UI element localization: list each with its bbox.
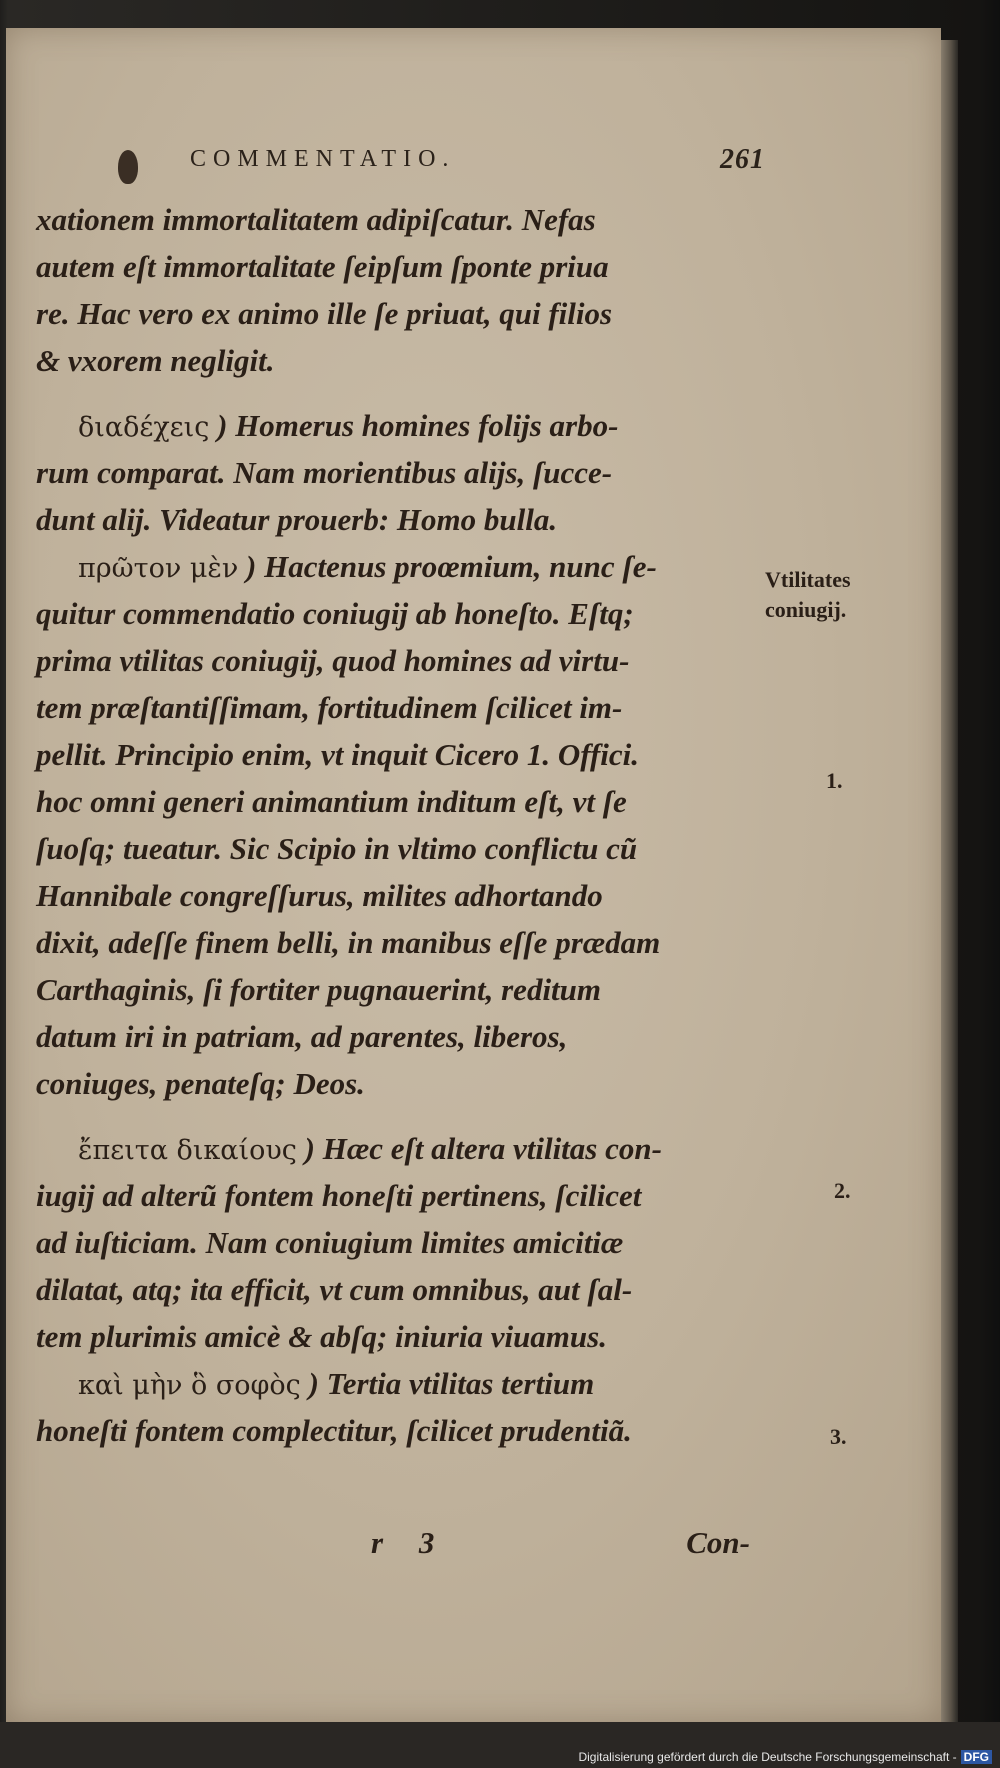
text-line: pellit. Principio enim, vt inquit Cicero 1. Offici. (36, 737, 640, 772)
margin-number-3: 3. (830, 1424, 847, 1449)
margin-heading (765, 565, 851, 625)
main-text (36, 196, 766, 1454)
margin-number-2: 2. (834, 1178, 851, 1203)
digitization-credit (578, 1750, 992, 1764)
greek-lemma: ἔπειτα δικαίους (78, 1135, 297, 1166)
text-line: iugij ad alterũ fontem honeſti pertinens, ſcilicet (36, 1178, 642, 1213)
text-line: xationem immortalitatem adipiſcatur. Nefas (36, 202, 596, 237)
signature-mark: r 3 (371, 1525, 449, 1560)
page-number: 261 (720, 144, 765, 175)
text-line: datum iri in patriam, ad parentes, liberos, (36, 1019, 568, 1054)
book-edge (940, 40, 958, 1730)
text-line: ad iuſticiam. Nam coniugium limites amicitiæ (36, 1225, 624, 1260)
lemma-line (36, 543, 766, 590)
catchword: Con- (686, 1525, 750, 1560)
text-line: tem præſtantiſſimam, fortitudinem ſcilicet im- (36, 690, 623, 725)
text-line: hoc omni generi animantium inditum eſt, vt ſe (36, 784, 627, 819)
text-line: autem eſt immortalitate ſeipſum ſponte priua (36, 249, 609, 284)
running-header (190, 146, 765, 186)
text-line: Hannibale congreſſurus, milites adhortando (36, 878, 603, 913)
greek-lemma: διαδέχεις (78, 412, 210, 443)
text-line: prima vtilitas coniugij, quod homines ad virtu- (36, 643, 630, 678)
lemma-line (36, 1125, 766, 1172)
ink-blot (118, 150, 138, 184)
text-line: & vxorem negligit. (36, 343, 275, 378)
text-span: ) Tertia vtilitas tertium (308, 1366, 595, 1401)
lemma-line (36, 402, 766, 449)
text-span: ) Homerus homines folijs arbo- (217, 408, 619, 443)
text-line: honeſti fontem complectitur, ſcilicet prudentiã. (36, 1413, 632, 1448)
text-line: Carthaginis, ſi fortiter pugnauerint, reditum (36, 972, 602, 1007)
text-span: ) Hæc eſt altera vtilitas con- (304, 1131, 662, 1166)
text-line: ſuoſq; tueatur. Sic Scipio in vltimo conflictu cũ (36, 831, 638, 866)
text-line: dixit, adeſſe finem belli, in manibus eſſe prædam (36, 925, 661, 960)
margin-number-1: 1. (826, 768, 843, 793)
text-line: tem plurimis amicè & abſq; iniuria viuamus. (36, 1319, 607, 1354)
credit-text: Digitalisierung gefördert durch die Deutsche Forschungsgemeinschaft - (578, 1750, 957, 1764)
page-footer (36, 1525, 766, 1575)
text-line: dilatat, atq; ita efficit, vt cum omnibus, aut ſal- (36, 1272, 633, 1307)
lemma-line (36, 1360, 766, 1407)
margin-heading-line1: Vtilitates (765, 567, 851, 592)
margin-heading-line2: coniugij. (765, 597, 847, 622)
greek-lemma: πρῶτον μὲν (78, 553, 239, 584)
text-line: rum comparat. Nam morientibus alijs, ſucce- (36, 455, 613, 490)
text-line: re. Hac vero ex animo ille ſe priuat, qui filios (36, 296, 613, 331)
dfg-logo: DFG (961, 1750, 992, 1764)
greek-lemma: καὶ μὴν ὃ σοφὸς (78, 1370, 301, 1401)
text-line: dunt alij. Videatur prouerb: Homo bulla. (36, 502, 558, 537)
text-line: quitur commendatio coniugij ab honeſto. Eſtq; (36, 596, 634, 631)
text-line: coniuges, penateſq; Deos. (36, 1066, 365, 1101)
text-span: ) Hactenus proœmium, nunc ſe- (246, 549, 657, 584)
header-title: COMMENTATIO. (190, 146, 456, 172)
